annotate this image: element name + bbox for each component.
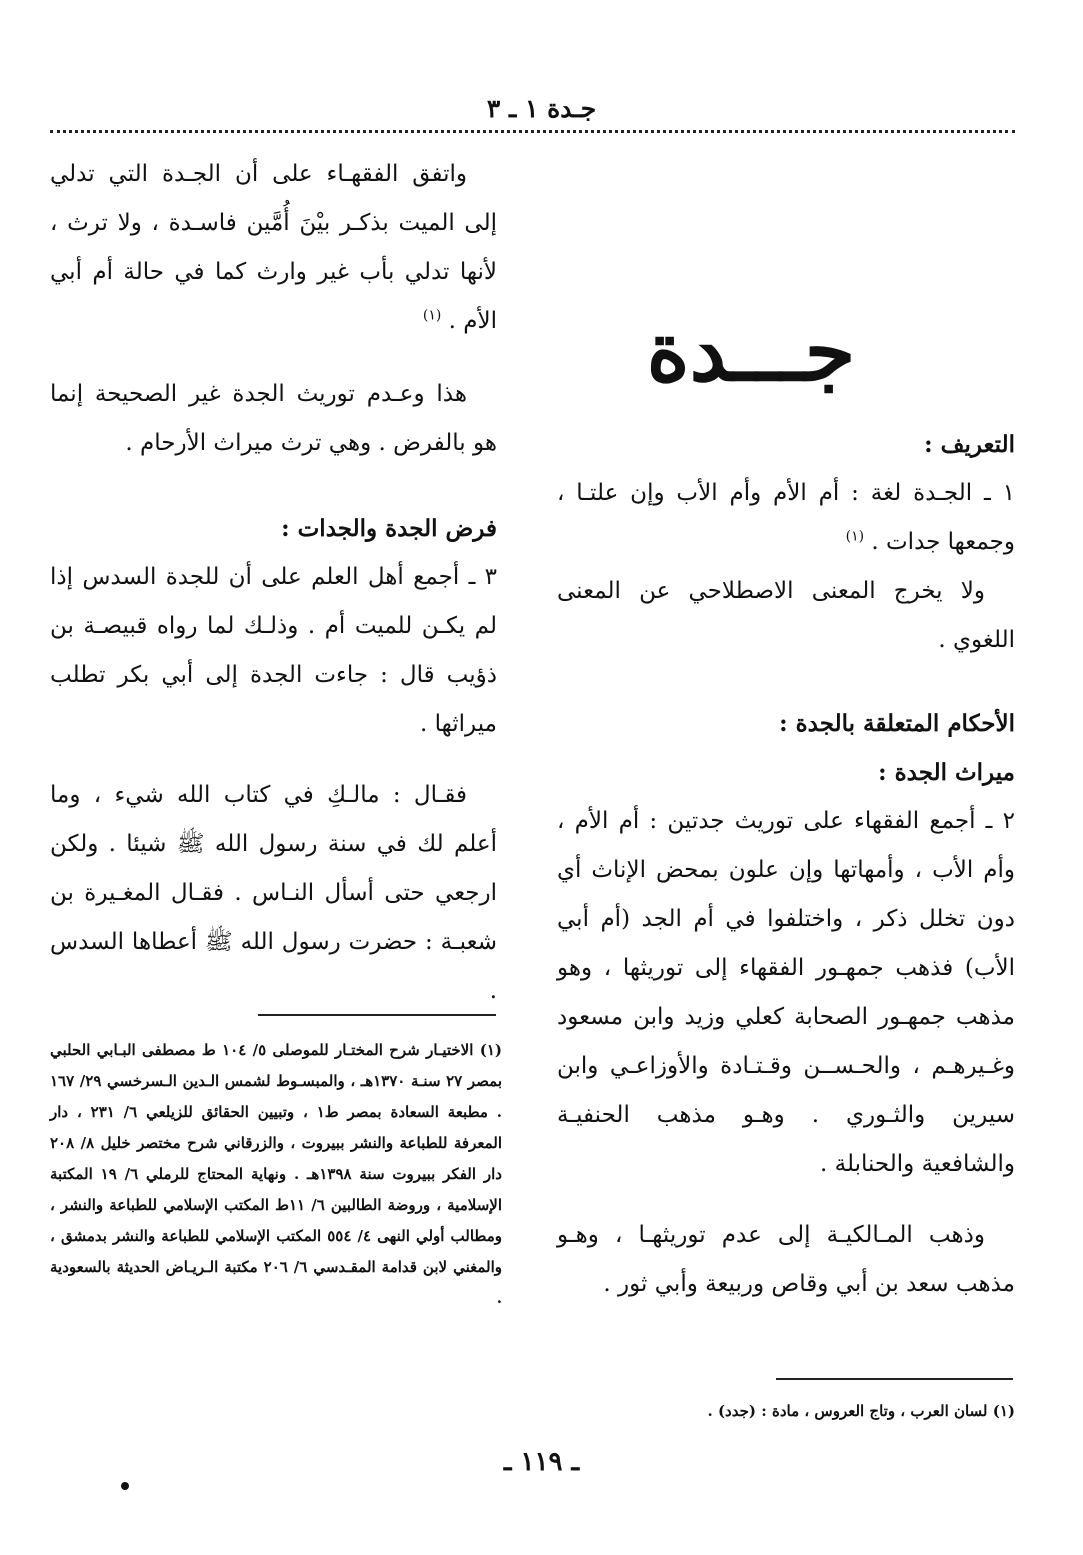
left-footnote: (١) الاختيـار شرح المختـار للموصلى ٥/ ١٠٤ ط مصطفى البـابي الحلبي بمصر ٢٧ سنـة ١٣٧٠هـ ، والمبسـوط لشمس الـدين الـسرخسي ٢٩/ ١٦٧ . مطبعة السعادة بمصر ط١ ، وتبيين الحقائق للزيلعي ٦/ ٢٣١ ، دار المعرفة للطباعة والنشر ببيروت ، والزرقاني شرح مختصر خليل ٨/ ٢٠٨ دار الفكر ببيروت سنة ١٣٩٨هـ . ونهاية المحتاج للرملي ٦/ ١٩ المكتبة الإسلامية ، وروضة الطالبين ٦/ ١١ط المكتب الإسلامي للطباعة والنشر ، ومطالب أولي النهى ٤/ ٥٥٤ المكتب الإسلامي للطباعة والنشر بدمشق ، والمغني لابن قدامة المقـدسي ٦/ ٢٠٦ مكتبة الـريـاض الحديثة بالسعودية . bbox=[50, 1041, 502, 1307]
right-column bbox=[557, 150, 1015, 1309]
left-column bbox=[50, 150, 497, 1016]
inheritance-paragraph: ٢ ـ أجمع الفقهاء على توريث جدتين : أم الأم ، وأم الأب ، وأمهاتها وإن علون بمحض الإناث أي دون تخلل ذكر ، واختلفوا في أم الجد (أم أبي الأب) فذهب جمهـور الفقهاء إلى توريثها ، وهو مذهب جمهـور الصحابة كعلي وزيد وابن مسعود وغـيرهـم ، والحـســن وقـتـادة والأوزاعـي وابن سيرين والثـوري . وهـو مذهب الحنفيـة والشافعية والحنابلة . bbox=[557, 808, 1015, 1177]
right-footnote: (١) لسان العرب ، وتاج العروس ، مادة : (جدد) . bbox=[707, 1402, 1015, 1420]
definition-heading: التعريف : bbox=[924, 431, 1015, 458]
page-number: ـ ١١٩ ـ bbox=[503, 1447, 580, 1477]
entry-title: جـــدة bbox=[646, 304, 856, 400]
invalid-grandmother-paragraph bbox=[50, 150, 497, 346]
hadith-paragraph: فقـال : مالـكِ في كتاب الله شيء ، وما أعلم لك في سنة رسول الله ﷺ شيئا . ولكن ارجعي حتى أسأل النـاس . فقـال المغـيرة بن شعبـة : حضرت رسول الله ﷺ أعطاها السدس . bbox=[50, 782, 497, 1004]
invalid-grandmother-text: واتفق الفقهـاء على أن الجـدة التي تدلي إلى الميت بذكـر بيْنَ أُمَّين فاسـدة ، ولا ترث ، لأنها تدلي بأب غير وارث كما في حالة أم أبي الأم . bbox=[50, 161, 497, 334]
share-heading: فرض الجدة والجدات : bbox=[281, 515, 497, 542]
rulings-heading: الأحكام المتعلقة بالجدة : bbox=[779, 710, 1015, 737]
footnote-reference: (١) bbox=[845, 528, 865, 545]
header-dotted-rule bbox=[50, 130, 1015, 133]
consensus-paragraph: ٣ ـ أجمع أهل العلم على أن للجدة السدس إذا لم يكـن للميت أم . وذلـك لما رواه قبيصـة بن ذؤيب قال : جاءت الجدة إلى أبي بكر تطلب ميراثها . bbox=[50, 564, 497, 737]
inheritance-heading: ميراث الجدة : bbox=[878, 759, 1015, 786]
right-footnote-rule bbox=[776, 1378, 1013, 1380]
left-footnote-rule bbox=[258, 1014, 496, 1016]
definition-text: ١ ـ الجـدة لغة : أم الأم وأم الأب وإن علتـا ، وجمعها جدات . bbox=[557, 480, 1015, 555]
footnote-reference: (١) bbox=[422, 307, 442, 324]
non-inheritance-paragraph: هذا وعـدم توريث الجدة غير الصحيحة إنما هو بالفرض . وهي ترث ميراث الأرحام . bbox=[50, 381, 497, 456]
terminology-paragraph: ولا يخرج المعنى الاصطلاحي عن المعنى اللغوي . bbox=[557, 578, 1015, 653]
maliki-paragraph: وذهب المـالكيـة إلى عدم توريثهـا ، وهـو مذهب سعد بن أبي وقاص وربيعة وأبي ثور . bbox=[557, 1222, 1015, 1297]
definition-paragraph bbox=[557, 469, 1015, 567]
print-speck bbox=[121, 1482, 129, 1490]
running-header: جـدة ١ ـ ٣ bbox=[486, 94, 597, 123]
